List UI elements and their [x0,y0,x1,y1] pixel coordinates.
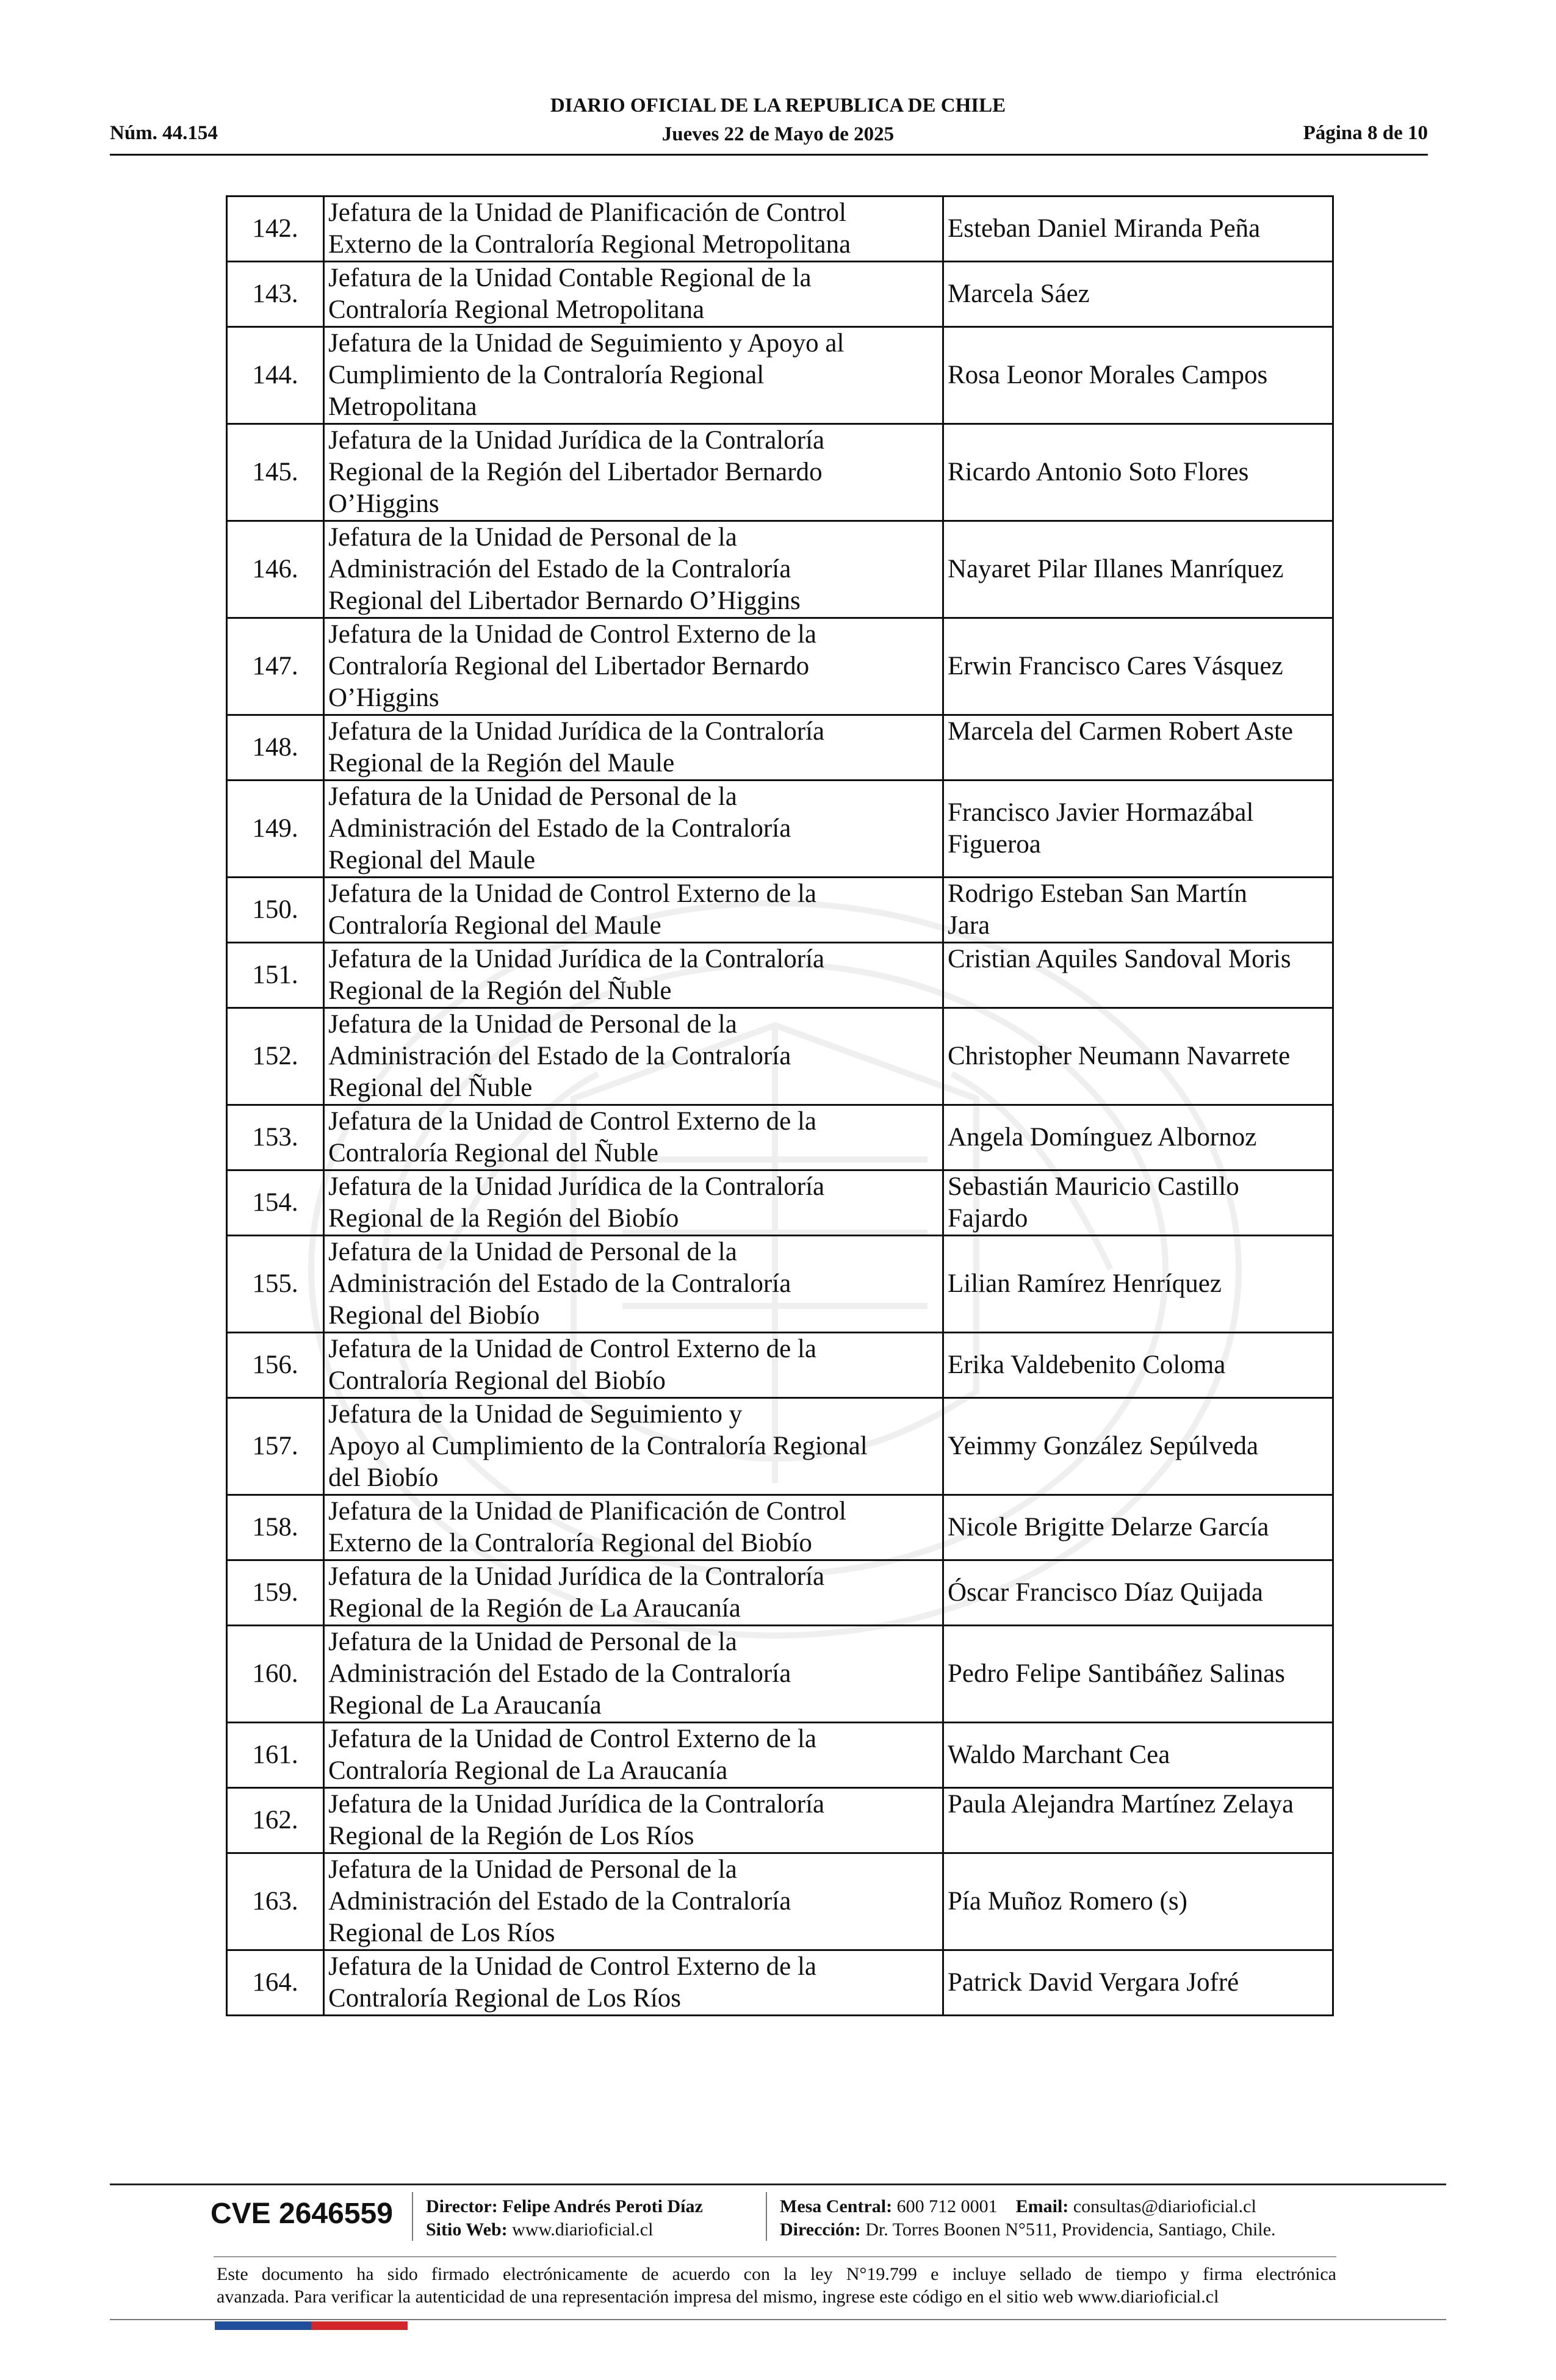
position-line: Contraloría Regional del Libertador Bernardo [328,652,810,680]
position-line: Regional del Biobío [328,1301,540,1330]
appointee-name [943,1723,1333,1788]
appointee-line: Nicole Brigitte Delarze García [948,1513,1269,1542]
table-row [227,618,1333,715]
footer-bottom-rule [110,2319,1446,2320]
appointee-line: Marcela del Carmen Robert Aste [948,717,1293,746]
position-line: Regional del Libertador Bernardo O’Higgins [328,586,801,615]
row-number: 160. [227,1626,324,1723]
footer-separator [766,2192,767,2241]
position-line: Jefatura de la Unidad Jurídica de la Contraloría [328,717,825,746]
position-line: Apoyo al Cumplimiento de la Contraloría Regional [328,1432,868,1460]
appointee-line: Nayaret Pilar Illanes Manríquez [948,555,1284,583]
position-line: Jefatura de la Unidad Jurídica de la Contraloría [328,426,825,455]
position-title [324,1495,943,1560]
position-line: Jefatura de la Unidad de Control Externo de la [328,1725,816,1753]
appointee-line: Paula Alejandra Martínez Zelaya [948,1790,1294,1819]
position-line: Jefatura de la Unidad de Personal de la [328,1238,737,1266]
appointee-line: Pedro Felipe Santibáñez Salinas [948,1659,1285,1688]
footer-inner-divider [214,2256,1336,2257]
row-number: 164. [227,1950,324,2016]
position-line: Cumplimiento de la Contraloría Regional [328,361,765,389]
footer-director-block [426,2195,703,2241]
appointee-line: Marcela Sáez [948,279,1090,308]
appointee-name [943,424,1333,521]
appointee-name [943,1170,1333,1236]
issue-date: Jueves 22 de Mayo de 2025 [661,123,895,145]
email-label: Email: [1015,2196,1069,2216]
table-row [227,1950,1333,2016]
table-row [227,1333,1333,1398]
row-number: 159. [227,1560,324,1626]
appointee-name [943,1950,1333,2016]
table-row [227,1008,1333,1105]
table-row [227,1170,1333,1236]
row-number: 162. [227,1788,324,1853]
appointee-name [943,618,1333,715]
position-line: Jefatura de la Unidad de Personal de la [328,782,737,811]
position-line: Jefatura de la Unidad Jurídica de la Contraloría [328,1172,825,1201]
position-title [324,262,943,327]
position-title [324,618,943,715]
position-line: Administración del Estado de la Contraloría [328,1659,791,1688]
position-line: Jefatura de la Unidad Jurídica de la Contraloría [328,945,825,973]
appointee-line: Rodrigo Esteban San Martín [948,879,1247,908]
row-number: 156. [227,1333,324,1398]
position-line: Jefatura de la Unidad de Control Externo de la [328,1107,816,1136]
row-number: 163. [227,1853,324,1950]
position-line: Contraloría Regional del Biobío [328,1366,666,1395]
row-number: 157. [227,1398,324,1495]
position-line: Jefatura de la Unidad de Control Externo de la [328,620,816,649]
position-line: Regional del Ñuble [328,1073,533,1102]
footer-divider [110,2183,1446,2185]
position-line: Regional de Los Ríos [328,1919,555,1947]
appointee-name [943,1398,1333,1495]
appointee-name [943,1105,1333,1170]
address-text: Dr. Torres Boonen N°511, Providencia, Santiago, Chile. [865,2220,1276,2240]
appointee-line: Waldo Marchant Cea [948,1740,1170,1769]
appointee-name [943,521,1333,618]
appointee-name [943,1333,1333,1398]
appointee-name [943,1788,1333,1853]
appointee-name [943,1008,1333,1105]
row-number: 150. [227,878,324,943]
address-label: Dirección: [780,2220,861,2240]
flag-stripe-red [311,2321,408,2330]
position-title [324,781,943,878]
position-line: Regional del Maule [328,846,536,874]
row-number: 158. [227,1495,324,1560]
table-row [227,327,1333,424]
position-line: Jefatura de la Unidad Contable Regional de la [328,264,812,292]
appointee-name [943,1853,1333,1950]
cve-code: CVE 2646559 [211,2198,393,2230]
appointee-line: Erwin Francisco Cares Vásquez [948,652,1283,680]
row-number: 144. [227,327,324,424]
email-link[interactable]: consultas@diarioficial.cl [1073,2196,1256,2216]
position-line: Contraloría Regional del Maule [328,911,661,940]
position-title [324,521,943,618]
website-label: Sitio Web: [426,2220,508,2240]
appointee-line: Francisco Javier Hormazábal [948,798,1254,827]
position-line: Jefatura de la Unidad de Control Externo de la [328,1335,816,1363]
row-number: 149. [227,781,324,878]
position-title [324,1008,943,1105]
footer-separator [412,2192,413,2241]
table-row [227,424,1333,521]
table-row [227,1495,1333,1560]
appointee-name [943,781,1333,878]
position-title [324,424,943,521]
legal-line: Este documento ha sido firmado electrónicamente de acuerdo con la ley N°19.799 e incluye sellado de tiempo y firma electrónica [217,2264,1336,2284]
appointee-name [943,878,1333,943]
position-line: O’Higgins [328,489,439,518]
position-title [324,1398,943,1495]
position-title [324,878,943,943]
position-line: Regional de la Región del Libertador Bernardo [328,458,823,486]
phone-label: Mesa Central: [780,2196,893,2216]
appointee-name [943,1236,1333,1333]
position-title [324,327,943,424]
row-number: 143. [227,262,324,327]
position-line: Jefatura de la Unidad de Planificación de Control [328,1497,846,1526]
table-row [227,1853,1333,1950]
position-title [324,1853,943,1950]
row-number: 152. [227,1008,324,1105]
appointee-name [943,262,1333,327]
appointee-name [943,943,1333,1008]
position-line: Regional de la Región de Los Ríos [328,1822,694,1850]
position-line: Jefatura de la Unidad de Personal de la [328,1628,737,1656]
position-title [324,1105,943,1170]
appointee-line: Esteban Daniel Miranda Peña [948,214,1261,243]
row-number: 145. [227,424,324,521]
position-line: Contraloría Regional Metropolitana [328,295,705,324]
appointee-line: Erika Valdebenito Coloma [948,1350,1226,1379]
row-number: 148. [227,715,324,781]
director-label: Director: [426,2196,498,2216]
appointee-line: Angela Domínguez Albornoz [948,1123,1257,1152]
position-title [324,1723,943,1788]
appointments-table [226,195,1334,2016]
appointee-line: Pía Muñoz Romero (s) [948,1887,1187,1916]
position-line: Contraloría Regional de Los Ríos [328,1984,682,2013]
position-line: Jefatura de la Unidad de Control Externo de la [328,879,816,908]
position-line: Regional de la Región de La Araucanía [328,1594,741,1623]
table-row [227,1560,1333,1626]
position-line: Administración del Estado de la Contraloría [328,1269,791,1298]
position-line: Administración del Estado de la Contraloría [328,1887,791,1916]
appointee-name [943,1495,1333,1560]
page-indicator: Página 8 de 10 [1303,122,1428,144]
position-title [324,1170,943,1236]
table-row [227,1398,1333,1495]
position-title [324,1236,943,1333]
appointee-line: Óscar Francisco Díaz Quijada [948,1578,1263,1607]
appointee-line: Jara [948,911,990,940]
appointee-line: Lilian Ramírez Henríquez [948,1269,1222,1298]
table-row [227,1105,1333,1170]
position-line: O’Higgins [328,683,439,712]
appointee-name [943,1560,1333,1626]
phone-number: 600 712 0001 [896,2196,998,2216]
footer-contact-block [780,2195,1276,2241]
position-line: Jefatura de la Unidad de Personal de la [328,1010,737,1039]
appointee-line: Fajardo [948,1204,1028,1233]
position-line: Contraloría Regional del Ñuble [328,1139,658,1167]
website-link[interactable]: www.diarioficial.cl [512,2220,654,2240]
table-row [227,943,1333,1008]
row-number: 142. [227,197,324,262]
appointee-line: Figueroa [948,830,1041,859]
position-title [324,1626,943,1723]
position-line: Metropolitana [328,392,477,421]
table-row [227,1788,1333,1853]
position-line: Administración del Estado de la Contraloría [328,814,791,843]
appointee-name [943,715,1333,781]
appointee-name [943,197,1333,262]
appointee-line: Rosa Leonor Morales Campos [948,361,1268,389]
row-number: 161. [227,1723,324,1788]
appointee-line: Christopher Neumann Navarrete [948,1042,1291,1070]
appointee-line: Yeimmy González Sepúlveda [948,1432,1259,1460]
position-line: Externo de la Contraloría Regional del Biobío [328,1529,812,1557]
table-row [227,521,1333,618]
row-number: 155. [227,1236,324,1333]
position-line: Jefatura de la Unidad Jurídica de la Contraloría [328,1562,825,1591]
row-number: 154. [227,1170,324,1236]
position-line: Externo de la Contraloría Regional Metropolitana [328,230,851,259]
position-line: Contraloría Regional de La Araucanía [328,1756,728,1785]
appointee-line: Ricardo Antonio Soto Flores [948,458,1249,486]
position-line: del Biobío [328,1463,439,1492]
appointee-line: Sebastián Mauricio Castillo [948,1172,1239,1201]
appointee-name [943,1626,1333,1723]
director-name: Felipe Andrés Peroti Díaz [502,2196,703,2216]
row-number: 153. [227,1105,324,1170]
table-row [227,1236,1333,1333]
table-row [227,262,1333,327]
position-line: Jefatura de la Unidad Jurídica de la Contraloría [328,1790,825,1819]
position-line: Regional de la Región del Ñuble [328,976,672,1005]
position-line: Administración del Estado de la Contraloría [328,1042,791,1070]
issue-number: Núm. 44.154 [110,122,218,144]
table-row [227,1723,1333,1788]
position-line: Regional de la Región del Maule [328,749,675,777]
table-row [227,715,1333,781]
position-line: Regional de la Región del Biobío [328,1204,679,1233]
legal-notice [217,2263,1336,2308]
position-line: Jefatura de la Unidad de Seguimiento y [328,1400,743,1429]
position-line: Jefatura de la Unidad de Control Externo de la [328,1952,816,1981]
position-title [324,1560,943,1626]
table-row [227,878,1333,943]
row-number: 151. [227,943,324,1008]
legal-line: avanzada. Para verificar la autenticidad de una representación impresa del mismo, ingrese este código en el sitio web www.diarioficial.cl [217,2287,1219,2307]
appointee-line: Patrick David Vergara Jofré [948,1968,1239,1997]
appointee-line: Cristian Aquiles Sandoval Moris [948,945,1291,973]
position-title [324,943,943,1008]
journal-title: DIARIO OFICIAL DE LA REPUBLICA DE CHILE [550,95,1006,117]
position-line: Administración del Estado de la Contraloría [328,555,791,583]
position-title [324,1950,943,2016]
row-number: 147. [227,618,324,715]
position-line: Jefatura de la Unidad de Seguimiento y Apoyo al [328,329,845,358]
position-line: Jefatura de la Unidad de Personal de la [328,1855,737,1884]
appointee-name [943,327,1333,424]
table-row [227,781,1333,878]
flag-stripe-blue [215,2321,311,2330]
table-row [227,1626,1333,1723]
position-line: Jefatura de la Unidad de Planificación de Control [328,198,846,227]
position-line: Jefatura de la Unidad de Personal de la [328,523,737,552]
row-number: 146. [227,521,324,618]
position-title [324,1788,943,1853]
position-title [324,1333,943,1398]
position-line: Regional de La Araucanía [328,1691,602,1720]
position-title [324,715,943,781]
header-divider [110,154,1428,156]
position-title [324,197,943,262]
table-row [227,197,1333,262]
